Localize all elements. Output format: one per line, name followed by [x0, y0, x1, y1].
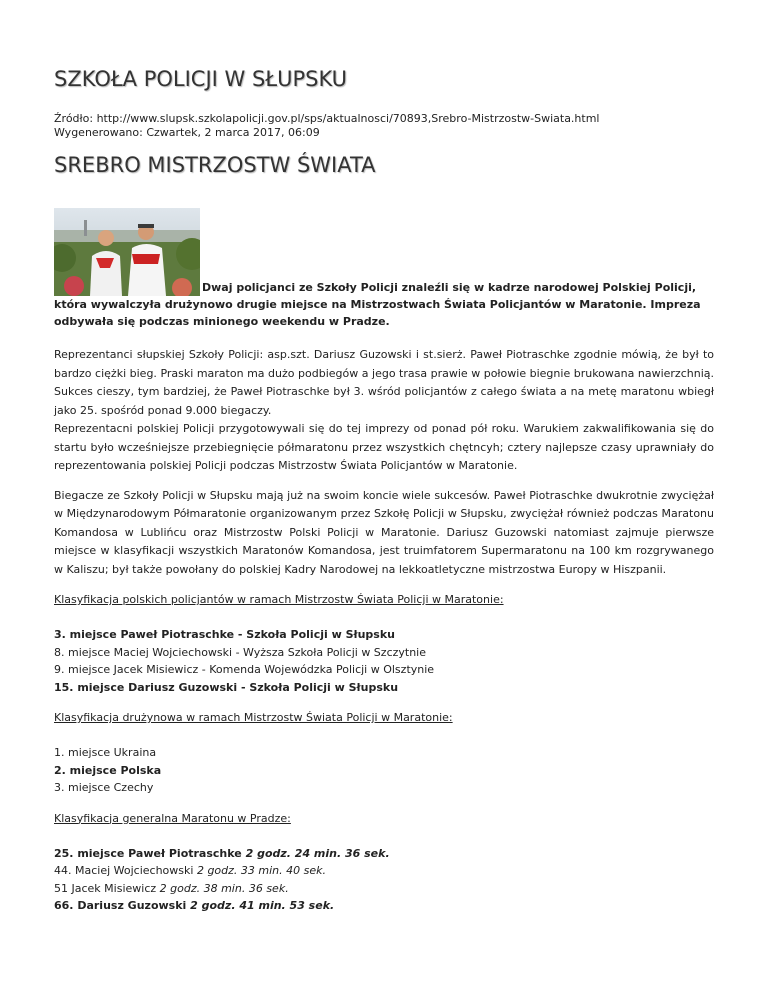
article-title: SREBRO MISTRZOSTW ŚWIATA [54, 153, 376, 177]
runner-name: 51 Jacek Misiewicz [54, 881, 157, 895]
runner-time: 2 godz. 38 min. 36 sek. [159, 881, 289, 895]
source-line: Źródło: http://www.slupsk.szkolapolicji.gov.pl/sps/aktualnosci/70893,Srebro-Mistrzostw-Swiata.html [54, 112, 600, 125]
document-meta [54, 112, 714, 140]
list-item: 9. miejsce Jacek Misiewicz - Komenda Wojewódzka Policji w Olsztynie [54, 663, 435, 676]
list-item [54, 880, 714, 898]
list-item [54, 862, 714, 880]
list-item: 8. miejsce Maciej Wojciechowski - Wyższa Szkoła Policji w Szczytnie [54, 645, 427, 659]
list-item: 15. miejsce Dariusz Guzowski - Szkoła Policji w Słupsku [54, 680, 399, 694]
runner-time: 2 godz. 24 min. 36 sek. [245, 846, 390, 860]
paragraph-2: Reprezentacni polskiej Policji przygotowywali się do tej imprezy od ponad pół roku. Warukiem zakwalifikowania się do startu było wcześniejsze przebiegnięcie półmaratonu przez wszystkich chętncyh; cztery najlepsze czasy uprawniały do reprezentowania polskiej Policji podczas Mistrzostw Świata Policjantów w Maratonie. [54, 422, 714, 472]
paragraph-3: Biegacze ze Szkoły Policji w Słupsku mają już na swoim koncie wiele sukcesów. Paweł Piotraschke dwukrotnie zwyciężał w Międzynarodowym Półmaratonie organizowanym przez Szkołę Policji w Słupsku, zwyciężał również podczas Maratonu Komandosa w Lublińcu oraz Mistrzostw Polski Policji w Maratonie. Dariusz Guzowski natomiast zajmuje pierwsze miejsce w klasyfikacji wszystkich Maratonów Komandosa, jest truimfatorem Supermaratonu na 100 km rozgrywanego w Kaliszu; był także powołany do polskiej Kadry Narodowej na lekkoatletyczne mistrzostwa Europy w Hiszpanii. [54, 488, 714, 576]
list-item: 2. miejsce Polska [54, 763, 162, 777]
team-ranking-list [54, 744, 714, 797]
list-item: 1. miejsce Ukraina [54, 746, 157, 759]
article-photo [54, 208, 200, 296]
general-ranking-list [54, 845, 714, 915]
list-item [54, 845, 714, 863]
individual-ranking-list [54, 626, 714, 696]
runner-time: 2 godz. 41 min. 53 sek. [190, 899, 335, 912]
runner-name: 66. Dariusz Guzowski [54, 899, 187, 912]
general-ranking-heading: Klasyfikacja generalna Maratonu w Pradze: [54, 811, 291, 825]
runner-name: 44. Maciej Wojciechowski [54, 864, 194, 877]
generated-line: Wygenerowano: Czwartek, 2 marca 2017, 06:09 [54, 126, 320, 139]
list-item [54, 897, 714, 915]
team-ranking-heading: Klasyfikacja drużynowa w ramach Mistrzostw Świata Policji w Maratonie: [54, 711, 453, 724]
list-item: 3. miejsce Paweł Piotraschke - Szkoła Policji w Słupsku [54, 628, 395, 641]
paragraph-1: Reprezentanci słupskiej Szkoły Policji: asp.szt. Dariusz Guzowski i st.sierż. Paweł Piotraschke zgodnie mówią, że był to bardzo ciężki bieg. Praski maraton ma dużo podbiegów a jego trasa prawie w połowie biegnie brukowana nawierzchnią. Sukces cieszy, tym bardziej, że Paweł Piotraschke był 3. wśród policjantów z całego świata a na metę maratonu wbiegł jako 25. spośród ponad 9.000 biegaczy. [54, 348, 714, 417]
site-title: SZKOŁA POLICJI W SŁUPSKU [54, 67, 348, 91]
lead-text: Dwaj policjanci ze Szkoły Policji znaleźli się w kadrze narodowej Polskiej Policji, która wywalczyła drużynowo drugie miejsce na Mistrzostwach Świata Policjantów w Maratonie. Impreza odbywała się podczas minionego weekendu w Pradze. [54, 281, 701, 328]
runner-name: 25. miejsce Paweł Piotraschke [54, 846, 242, 860]
list-item: 3. miejsce Czechy [54, 781, 154, 794]
individual-ranking-heading: Klasyfikacja polskich policjantów w ramach Mistrzostw Świata Policji w Maratonie: [54, 593, 504, 606]
runner-time: 2 godz. 33 min. 40 sek. [196, 864, 326, 877]
article-lead [54, 208, 714, 330]
